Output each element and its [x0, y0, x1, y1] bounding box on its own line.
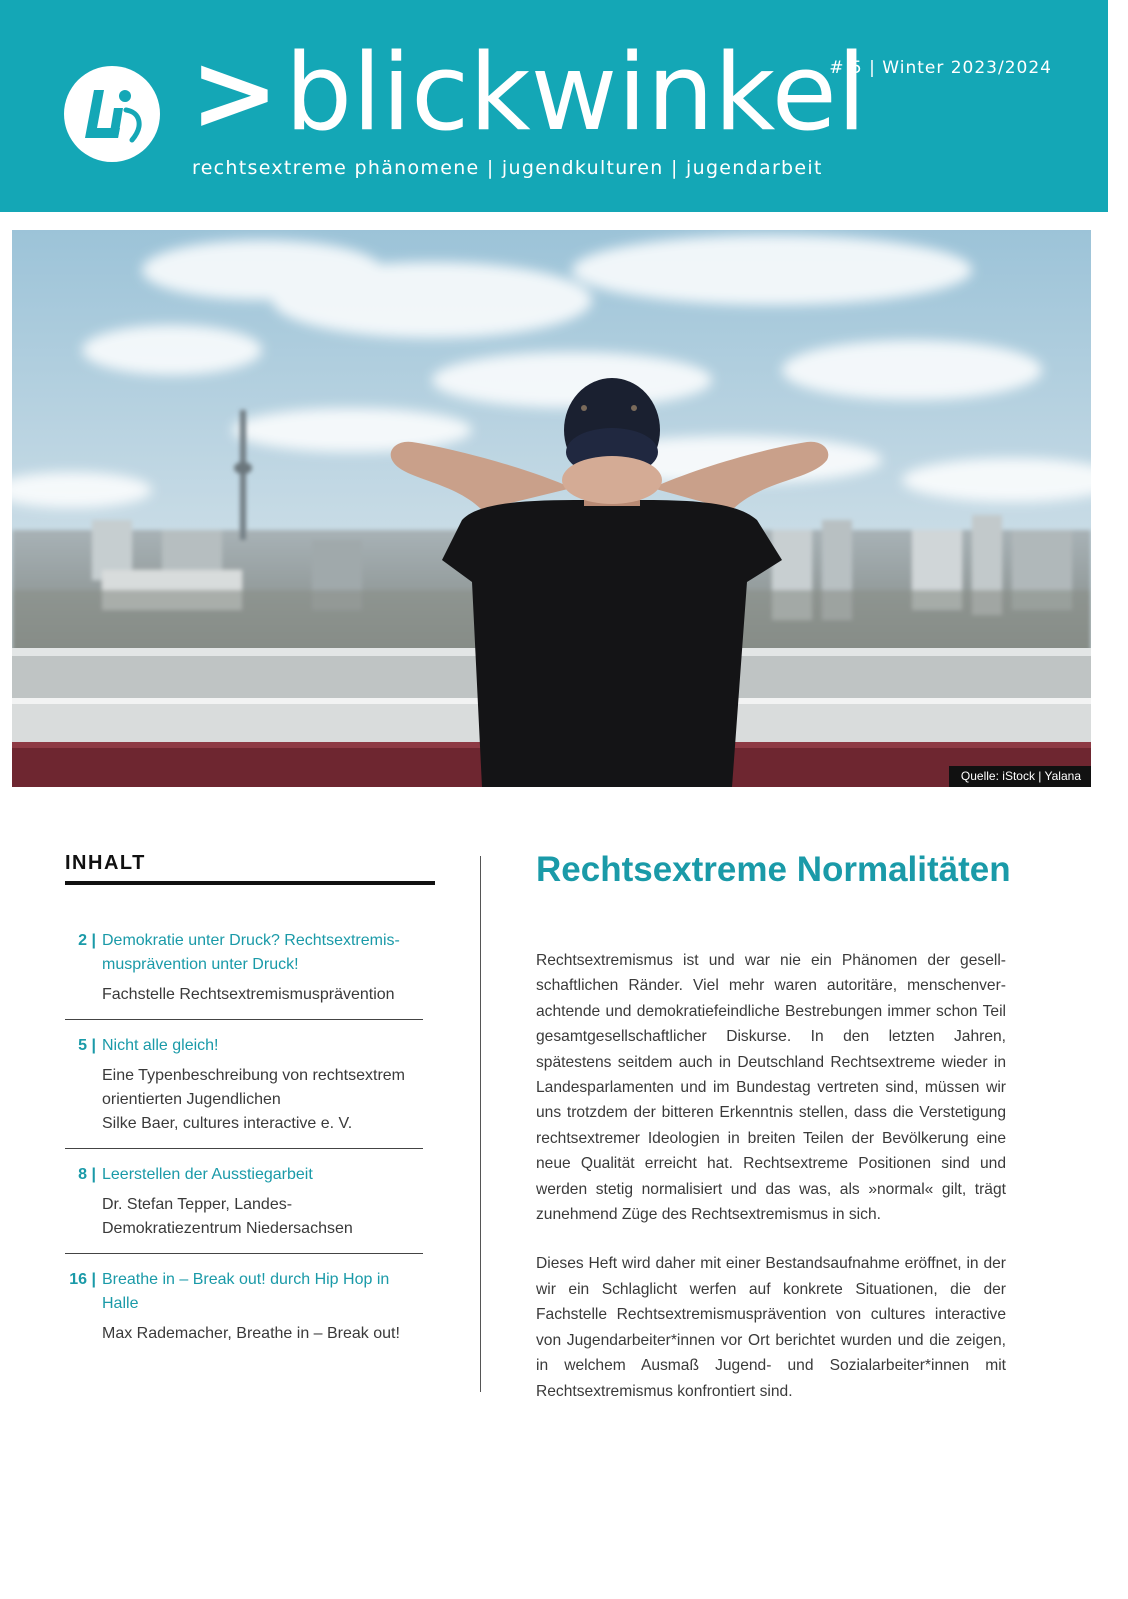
table-of-contents [65, 852, 435, 1358]
cover-photo [12, 230, 1091, 787]
toc-item[interactable] [65, 915, 423, 1020]
toc-title: INHALT [65, 852, 435, 885]
toc-page-number: 16 | [69, 1271, 96, 1288]
article-paragraph: Rechtsextremismus ist und war nie ein Phänomen der gesellschaftlichen Ränder. Viel mehr waren autoritäre, menschenverachtende und demokratiefeindliche Bestrebungen immer schon Teil gesamtgesellschaftlicher Diskurse. In den letzten Jahren, spätestens seitdem auch in Deutschland Rechtsextreme wieder in Landesparlamenten und im Bundestag vertreten sind, müssen wir uns trotzdem der bitteren Erkenntnis stellen, dass die Verstetigung rechtsextremer Ideologien in breiten Teilen der Bevölkerung eine neue Qualität erreicht hat. Rechtsextreme Positionen sind und werden stetig normalisiert und das was, als »normal« gilt, trägt zunehmend Züge des Rechtsextremismus in sich. [536, 952, 1006, 1224]
toc-item-description: Max Rademacher, Breathe in – Break out! [102, 1325, 400, 1342]
toc-item-description: Dr. Stefan Tepper, Landes-Demokratiezentrum Niedersachsen [102, 1196, 353, 1237]
brand-wordmark: blickwinkel [284, 31, 867, 154]
toc-item-title[interactable]: Leerstellen der Ausstiegarbeit [102, 1166, 313, 1183]
toc-item[interactable] [65, 1254, 423, 1358]
toc-item[interactable] [65, 1020, 423, 1149]
toc-item-heading [65, 1163, 423, 1187]
toc-page-number: 5 | [78, 1037, 96, 1054]
issue-label: # 5 | Winter 2023/2024 [829, 58, 1052, 78]
article-body [536, 948, 1006, 1404]
toc-item-title[interactable]: Nicht alle gleich! [102, 1037, 219, 1054]
toc-item-heading [65, 1268, 423, 1316]
toc-item-description: Eine Typenbeschreibung von rechtsextrem orientierten Jugendlichen Silke Baer, cultures interactive e. V. [102, 1067, 405, 1132]
toc-item-title[interactable]: Demokratie unter Druck? Rechtsextremis- musprävention unter Druck! [102, 932, 400, 973]
toc-page-number: 2 | [78, 932, 96, 949]
masthead [0, 0, 1108, 212]
toc-page-number: 8 | [78, 1166, 96, 1183]
column-divider [480, 856, 481, 1392]
article-title: Rechtsextreme Normalitäten [536, 850, 1011, 889]
toc-item-description: Fachstelle Rechtsextremismusprävention [102, 986, 395, 1003]
tagline: rechtsextreme phänomene | jugendkulturen | jugendarbeit [192, 157, 823, 179]
photo-credit: Quelle: iStock | Yalana [949, 766, 1091, 787]
brand-name [190, 31, 867, 154]
article-paragraph: Dieses Heft wird daher mit einer Bestandsaufnahme eröffnet, in der wir ein Schlaglicht werfen auf konkrete Situationen, die der Fachstelle Rechtsextremismusprävention von cultures interactive von Jugendarbeiter*innen vor Ort berichtet wurden und die zeigen, in welchem Ausmaß Jugend- und Sozialarbeiter*innen mit Rechtsextremismus konfrontiert sind. [536, 1255, 1006, 1400]
toc-item-title[interactable]: Breathe in – Break out! durch Hip Hop in Halle [102, 1271, 390, 1312]
toc-item-heading [65, 929, 423, 977]
brand-arrow: > [190, 31, 279, 154]
toc-item-heading [65, 1034, 423, 1058]
li-logo-icon [64, 66, 160, 162]
toc-list [65, 915, 423, 1358]
editorial-article [536, 848, 1011, 1404]
toc-item[interactable] [65, 1149, 423, 1254]
